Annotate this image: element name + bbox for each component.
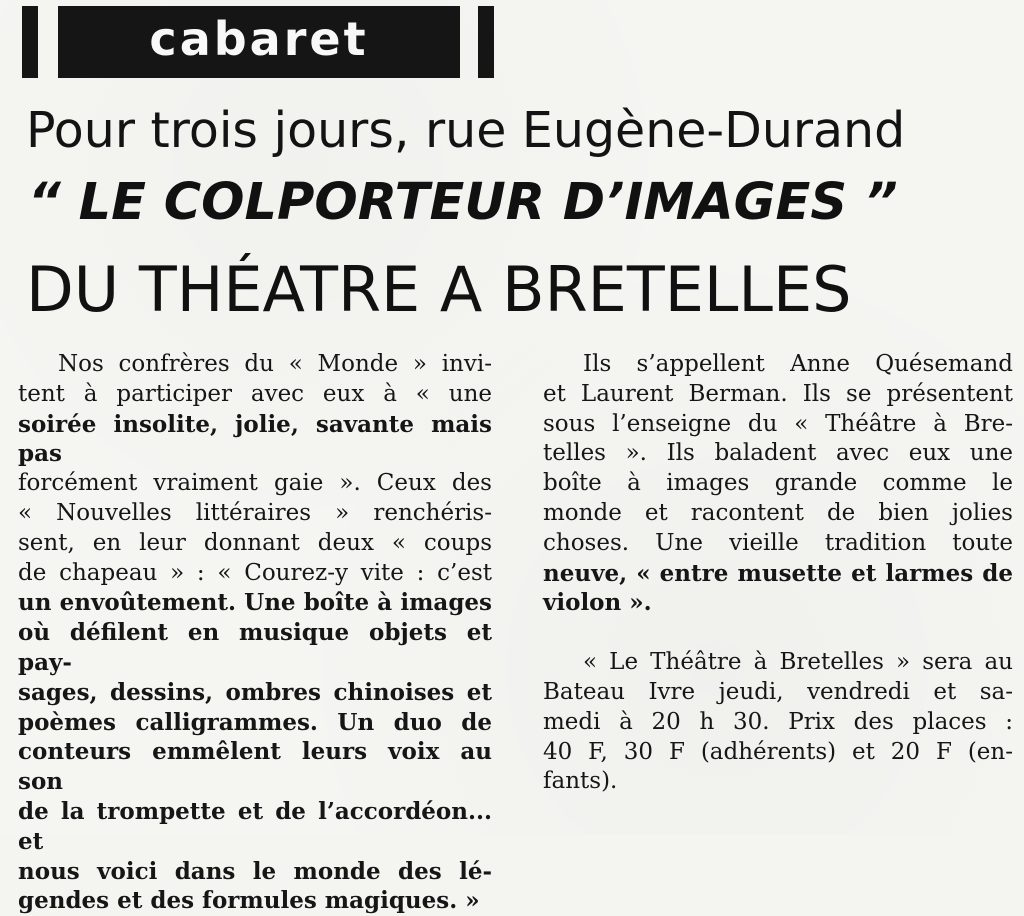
headline-line-3: DU THÉATRE A BRETELLES bbox=[26, 253, 852, 326]
right-p1-line-8: neuve, « entre musette et larmes de bbox=[543, 559, 1013, 587]
right-column bbox=[543, 350, 1013, 797]
left-line-2 bbox=[18, 380, 492, 410]
right-p2-line-2: Bateau Ivre jeudi, vendredi et sa- bbox=[543, 678, 1013, 705]
left-line-13: de la trompette et de l’accordéon... et bbox=[18, 797, 492, 855]
right-p1-line-1: Ils s’appellent Anne Quésemand bbox=[583, 351, 1013, 377]
right-p1-line-9: violon ». bbox=[543, 589, 652, 617]
right-p1-line-3: sous l’enseigne du « Théâtre à Bre- bbox=[543, 410, 1013, 437]
headline-line-2: “ LE COLPORTEUR D’IMAGES ” bbox=[28, 173, 898, 232]
left-line-8: un envoûtement. Une boîte à images bbox=[18, 589, 492, 617]
left-line-6: sent, en leur donnant deux « coups bbox=[18, 529, 492, 556]
section-label: cabaret bbox=[149, 12, 369, 66]
headline-line-1: Pour trois jours, rue Eugène-Durand bbox=[26, 102, 906, 159]
right-p2-line-1: « Le Théâtre à Bretelles » sera au bbox=[583, 649, 1013, 676]
banner-right-bar bbox=[478, 6, 494, 78]
left-line-3: soirée insolite, jolie, savante mais pas bbox=[18, 410, 492, 468]
left-line-9: où défilent en musique objets et pay- bbox=[18, 619, 492, 676]
section-banner bbox=[22, 6, 494, 78]
left-line-4: forcément vraiment gaie ». Ceux des bbox=[18, 470, 492, 497]
left-line-1: Nos confrères du « Monde » invi- bbox=[58, 351, 492, 377]
right-p2-line-3: medi à 20 h 30. Prix des places : bbox=[543, 708, 1013, 735]
right-p1-line-5: boîte à images grande comme le bbox=[543, 470, 1013, 497]
left-line-11: poèmes calligrammes. Un duo de bbox=[18, 708, 492, 736]
left-column bbox=[18, 350, 492, 916]
right-p2-line-4: 40 F, 30 F (adhérents) et 20 F (en- bbox=[543, 738, 1013, 765]
left-line-15: gendes et des formules magiques. » bbox=[18, 887, 480, 915]
banner-left-bar bbox=[22, 6, 38, 78]
right-p1-line-7: choses. Une vieille tradition toute bbox=[543, 529, 1013, 556]
left-line-10: sages, dessins, ombres chinoises et bbox=[18, 678, 492, 706]
right-p1-line-4: telles ». Ils baladent avec eux une bbox=[543, 440, 1013, 467]
left-line-2-text: tent à participer avec eux à « une bbox=[18, 380, 492, 407]
banner-box bbox=[58, 6, 460, 78]
left-line-7: de chapeau » : « Courez-y vite : c’est bbox=[18, 559, 492, 586]
right-p1-line-2: et Laurent Berman. Ils se présentent bbox=[543, 380, 1013, 407]
left-line-14: nous voici dans le monde des lé- bbox=[18, 857, 492, 885]
left-line-12: conteurs emmêlent leurs voix au son bbox=[18, 738, 492, 796]
right-p1-line-6: monde et racontent de bien jolies bbox=[543, 499, 1013, 526]
left-line-5: « Nouvelles littéraires » renchéris- bbox=[18, 499, 492, 526]
right-p2-line-5: fants). bbox=[543, 768, 618, 795]
